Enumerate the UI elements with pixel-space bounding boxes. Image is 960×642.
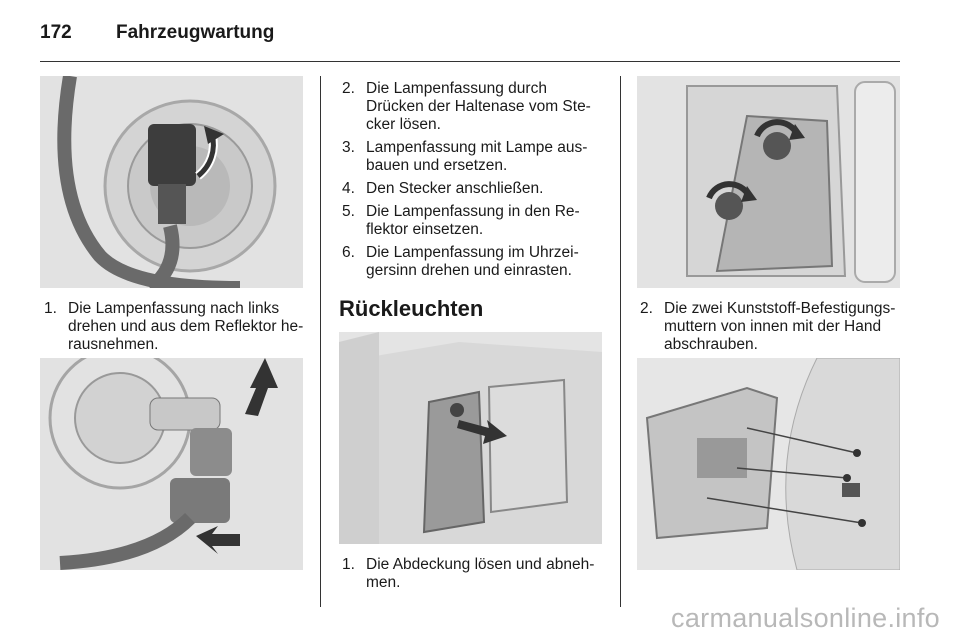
step-item: 2. Die Lampenfassung durch Drücken der Haltenase vom Ste-cker lösen. xyxy=(342,80,591,133)
step-item: 5. Die Lampenfassung in den Re-flektor einsetzen. xyxy=(342,203,580,238)
section-heading: Rückleuchten xyxy=(339,296,484,321)
step-item: 1. Die Lampenfassung nach links drehen und aus dem Reflektor he-rausnehmen. xyxy=(44,300,304,353)
column-divider-2 xyxy=(620,76,621,607)
header-rule xyxy=(40,61,900,62)
figure-taillight-removed xyxy=(637,358,900,570)
page-title: Fahrzeugwartung xyxy=(116,22,275,43)
figure-lampholder-rotate xyxy=(40,76,303,288)
figure-lampholder-unplug xyxy=(40,358,303,570)
footer-watermark: carmanualsonline.info xyxy=(671,603,940,633)
figure-trunk-cover xyxy=(339,332,602,544)
steps-col2b xyxy=(342,556,604,597)
figure-taillight-nuts xyxy=(637,76,900,288)
step-item: 1. Die Abdeckung lösen und abneh-men. xyxy=(342,556,595,591)
column-divider-1 xyxy=(320,76,321,607)
page-header xyxy=(40,22,274,44)
page-number: 172 xyxy=(40,22,72,43)
step-item: 3. Lampenfassung mit Lampe aus-bauen und ersetzen. xyxy=(342,139,588,174)
steps-col3 xyxy=(640,300,905,359)
step-item: 2. Die zwei Kunststoff-Befestigungs-muttern von innen mit der Hand abschrauben. xyxy=(640,300,896,353)
step-item: 4. Den Stecker anschließen. xyxy=(342,180,544,197)
steps-col2 xyxy=(342,80,604,285)
steps-col1 xyxy=(44,300,306,359)
step-item: 6. Die Lampenfassung im Uhrzei-gersinn drehen und einrasten. xyxy=(342,244,579,279)
